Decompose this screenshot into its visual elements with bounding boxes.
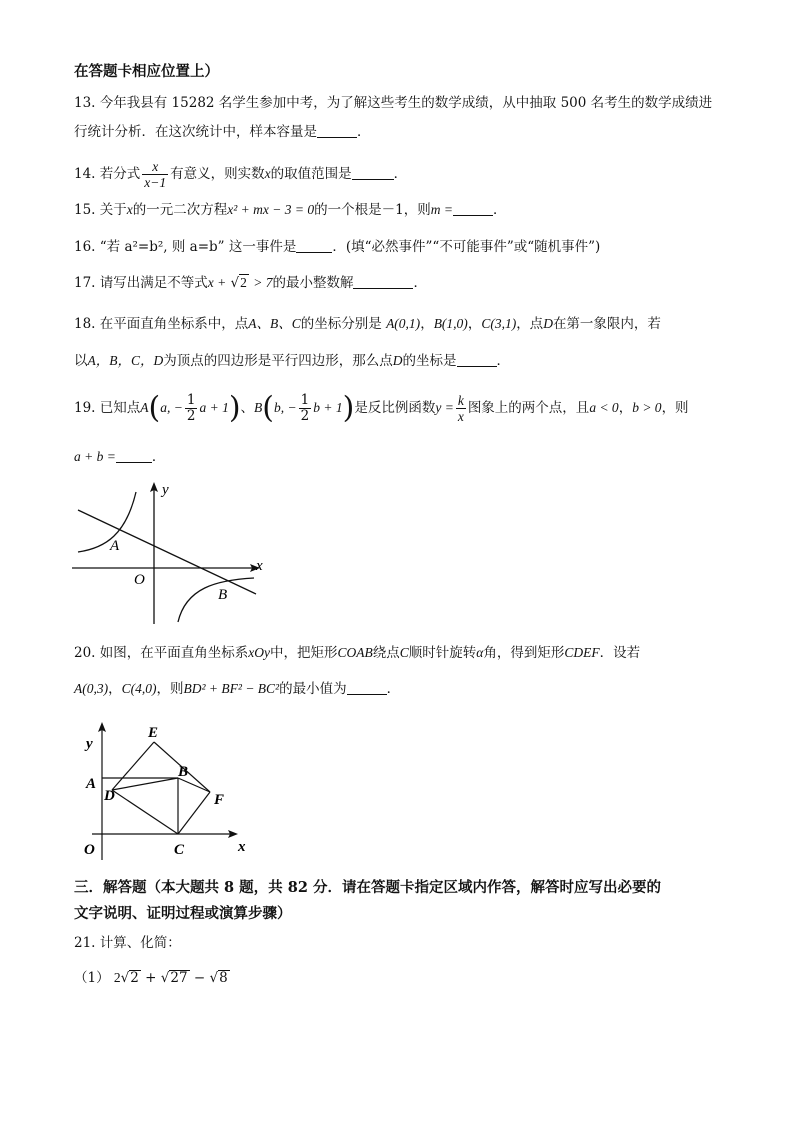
question-20-line1: 20. 如图，在平面直角坐标系xOy中，把矩形COAB绕点C顺时针旋转α角，得到矩形CDEF．设若 xyxy=(74,645,641,661)
point-d-label: D xyxy=(104,788,115,804)
question-17: 17. 请写出满足不等式x + √2 > 7的最小整数解 ． xyxy=(74,275,427,291)
question-13-line1: 13. 今年我县有 15282 名学生参加中考，为了解这些考生的数学成绩，从中抽取 500 名考生的数学成绩进 xyxy=(74,95,713,111)
question-16: 16. “若 a²=b², 则 a=b” 这一事件是 ．(填“必然事件”“不可能事件”或“随机事件”) xyxy=(74,239,601,255)
y-label: y xyxy=(86,736,93,752)
figure-20-rectangle xyxy=(82,718,262,864)
segment-cd xyxy=(112,790,178,834)
origin-label: O xyxy=(84,842,95,858)
point-f-label: F xyxy=(214,792,225,808)
answer-blank[interactable] xyxy=(352,165,394,180)
answer-blank[interactable] xyxy=(347,680,387,695)
question-21-title: 21. 计算、化简： xyxy=(74,935,181,951)
hyperbola-branch-left xyxy=(78,492,136,552)
hyperbola-branch-right xyxy=(178,578,254,622)
point-a-label: A xyxy=(86,776,97,792)
answer-blank[interactable] xyxy=(457,352,497,367)
question-19-line1: 19. 已知点A(a, − $\frac{1}{2}$ a + 1)、B(b, − $\frac{1}{2}$ b + 1)是反比例函数y = $\frac{k}{x}$ 图象上的两个点，且a < 0，b > 0，则 xyxy=(74,390,689,426)
fraction: $\frac{x}{x-1}$ xyxy=(144,159,167,190)
question-18-line1: 18. 在平面直角坐标系中，点A、B、C的坐标分别是 A(0,1)，B(1,0)，C(3,1)，点D在第一象限内，若 xyxy=(74,316,661,332)
question-19-line2: a + b = ． xyxy=(74,449,166,465)
question-18-line2: 以A，B，C，D为顶点的四边形是平行四边形，那么点D的坐标是 ． xyxy=(74,353,510,369)
figure-19-graph xyxy=(66,478,276,628)
answer-blank[interactable] xyxy=(453,201,493,216)
segment-fc xyxy=(178,792,210,834)
segment-de xyxy=(112,742,154,790)
segment-bd xyxy=(112,778,178,790)
question-21-part1: （1） 2√2 + √27 − √8 xyxy=(74,970,228,986)
segment-bf xyxy=(178,778,210,792)
y-label: y xyxy=(162,482,169,498)
x-label: x xyxy=(256,558,263,574)
point-e-label: E xyxy=(148,725,159,741)
answer-blank[interactable] xyxy=(116,448,152,463)
question-15: 15. 关于x的一元二次方程x² + mx − 3 = 0的一个根是－1，则m = ． xyxy=(74,202,507,218)
question-20-line2: A(0,3)，C(4,0)，则BD² + BF² − BC²的最小值为 ． xyxy=(74,681,401,697)
answer-blank[interactable] xyxy=(317,123,357,138)
question-13-line2: 行统计分析．在这次统计中，样本容量是 ． xyxy=(74,124,371,140)
point-b-label: B xyxy=(218,587,228,603)
point-b-label: B xyxy=(178,764,189,780)
origin-label: O xyxy=(134,572,145,588)
section-3-title-line2: 文字说明、证明过程或演算步骤） xyxy=(74,905,292,922)
answer-blank[interactable] xyxy=(353,274,413,289)
section-header-tail: 在答题卡相应位置上） xyxy=(74,63,219,80)
answer-blank[interactable] xyxy=(296,238,332,253)
point-c-label: C xyxy=(174,842,185,858)
question-14: 14. 若分式 $\frac{x}{x-1}$ 有意义，则实数x的取值范围是 ． xyxy=(74,159,408,190)
x-label: x xyxy=(238,839,246,855)
section-3-title-line1: 三．解答题（本大题共 8 题，共 82 分．请在答题卡指定区域内作答，解答时应写出必要的 xyxy=(74,879,661,896)
point-a-label: A xyxy=(110,538,120,554)
line-graph xyxy=(78,510,256,594)
